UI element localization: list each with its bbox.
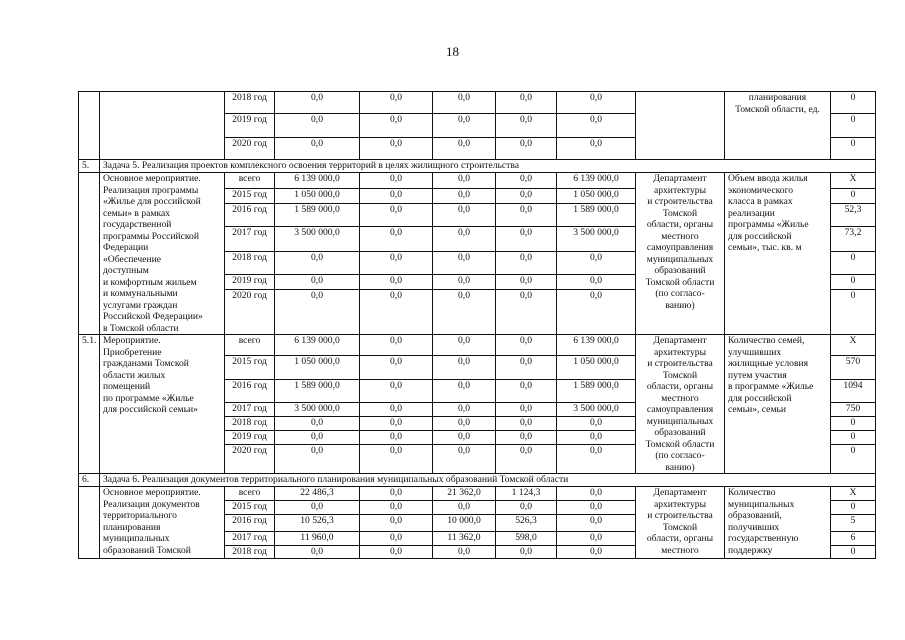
amount-cell: 0,0 — [275, 501, 360, 515]
indicator-text-line: программы «Жилье — [728, 219, 809, 230]
indicator-text-line: Количество семей, — [728, 335, 805, 346]
amount-cell: 0,0 — [275, 546, 360, 559]
measure-text-line: планирования — [103, 521, 161, 533]
amount-cell: 526,3 — [496, 515, 557, 532]
department-text-line: Департамент — [653, 487, 707, 498]
measure-text-line: Реализация программы — [103, 184, 199, 196]
year-cell: 2018 год — [225, 92, 275, 114]
indicator-text-line: Количество — [728, 487, 776, 498]
amount-cell: 0,0 — [496, 138, 557, 160]
amount-cell: 0,0 — [557, 138, 636, 160]
year-cell: 2015 год — [225, 501, 275, 515]
amount-cell: 0,0 — [496, 445, 557, 474]
indicator-value-cell: 0 — [831, 417, 876, 431]
amount-cell: 0,0 — [557, 275, 636, 289]
amount-cell: 0,0 — [496, 546, 557, 559]
indicator-value-cell: 0 — [831, 431, 876, 445]
measure-text-line: области жилых — [103, 369, 166, 381]
year-cell: 2015 год — [225, 356, 275, 380]
amount-cell: 0,0 — [360, 515, 433, 532]
year-cell: всего — [225, 487, 275, 501]
indicator-value-cell: 0 — [831, 138, 876, 160]
amount-cell: 3 500 000,0 — [557, 403, 636, 417]
amount-cell: 0,0 — [496, 275, 557, 289]
measure-text-line: в Томской области — [103, 322, 179, 334]
amount-cell: 0,0 — [433, 251, 496, 275]
department-text-line: архитектуры — [653, 184, 707, 196]
amount-cell: 0,0 — [496, 431, 557, 445]
amount-cell: 0,0 — [360, 487, 433, 501]
year-cell: 2020 год — [225, 289, 275, 334]
year-cell: 2016 год — [225, 203, 275, 227]
measure-text-line: Федерации — [103, 242, 149, 253]
indicator-text-line: экономического — [728, 184, 794, 196]
department-text-line: архитектуры — [653, 498, 707, 510]
amount-cell: 0,0 — [496, 335, 557, 356]
measure-text-line: по программе «Жилье — [103, 392, 194, 404]
department-text-line: муниципальных — [646, 253, 714, 265]
amount-cell: 1 124,3 — [496, 487, 557, 501]
amount-cell: 0,0 — [433, 417, 496, 431]
amount-cell: 11 362,0 — [433, 532, 496, 546]
department-text-line: Томской области — [645, 276, 715, 288]
department-text-line: местного — [661, 544, 699, 556]
program-table — [78, 91, 876, 559]
indicator-text-line: жилищные условия — [728, 358, 809, 369]
amount-cell: 1 050 000,0 — [557, 356, 636, 380]
amount-cell: 0,0 — [433, 138, 496, 160]
indicator-value-cell: 52,3 — [831, 203, 876, 227]
year-cell: 2017 год — [225, 532, 275, 546]
amount-cell: 1 589 000,0 — [557, 203, 636, 227]
amount-cell: 0,0 — [433, 335, 496, 356]
indicator-value-cell: 6 — [831, 532, 876, 546]
amount-cell: 0,0 — [360, 431, 433, 445]
amount-cell: 0,0 — [275, 92, 360, 114]
amount-cell: 21 362,0 — [433, 487, 496, 501]
amount-cell: 0,0 — [433, 431, 496, 445]
amount-cell: 0,0 — [496, 380, 557, 403]
amount-cell: 0,0 — [496, 251, 557, 275]
amount-cell: 0,0 — [557, 251, 636, 275]
task-row — [79, 160, 876, 173]
number-cell — [79, 173, 100, 335]
amount-cell: 0,0 — [496, 189, 557, 203]
amount-cell: 11 960,0 — [275, 532, 360, 546]
department-text-line: самоуправления — [646, 242, 714, 253]
measure-text-line: образований Томской — [103, 544, 191, 556]
amount-cell: 0,0 — [360, 275, 433, 289]
amount-cell: 0,0 — [275, 275, 360, 289]
indicator-text-line: в программе «Жилье — [728, 381, 814, 392]
amount-cell: 0,0 — [275, 289, 360, 334]
table-row — [79, 487, 876, 501]
department-text-line: самоуправления — [646, 404, 714, 415]
amount-cell: 0,0 — [557, 431, 636, 445]
indicator-value-cell: 0 — [831, 275, 876, 289]
name-cell — [100, 92, 225, 160]
year-cell: всего — [225, 173, 275, 189]
measure-text-line: «Обеспечение — [103, 253, 161, 265]
amount-cell: 0,0 — [360, 289, 433, 334]
department-text-line: Томской — [662, 521, 698, 533]
indicator-text-line: Объем ввода жилья — [728, 173, 808, 184]
department-cell — [636, 173, 725, 335]
department-text-line: (по согласо- — [655, 288, 705, 299]
indicator-text-line: для российской — [728, 230, 792, 242]
amount-cell: 1 589 000,0 — [275, 203, 360, 227]
indicator-value-cell: 0 — [831, 501, 876, 515]
amount-cell: 0,0 — [433, 173, 496, 189]
indicator-text-line: для российской — [728, 392, 792, 404]
indicator-text-line: поддержку — [728, 544, 773, 556]
amount-cell: 0,0 — [360, 114, 433, 138]
department-text-line: (по согласо- — [655, 450, 705, 461]
amount-cell: 0,0 — [360, 403, 433, 417]
amount-cell: 0,0 — [557, 445, 636, 474]
measure-text-line: Приобретение — [103, 346, 162, 358]
amount-cell: 0,0 — [275, 114, 360, 138]
amount-cell: 3 500 000,0 — [275, 403, 360, 417]
indicator-value-cell: Х — [831, 335, 876, 356]
task-row — [79, 474, 876, 487]
amount-cell: 0,0 — [496, 92, 557, 114]
amount-cell: 0,0 — [360, 138, 433, 160]
amount-cell: 0,0 — [275, 138, 360, 160]
indicator-value-cell: 5 — [831, 515, 876, 532]
measure-text-line: Мероприятие. — [103, 335, 161, 346]
indicator-value-cell: 0 — [831, 445, 876, 474]
measure-text-line: Российской Федерации» — [103, 311, 203, 322]
year-cell: 2015 год — [225, 189, 275, 203]
year-cell: 2018 год — [225, 417, 275, 431]
department-text-line: местного — [661, 230, 699, 242]
indicator-text-line: получивших — [728, 521, 780, 533]
indicator-value-cell: 0 — [831, 92, 876, 114]
amount-cell: 0,0 — [360, 173, 433, 189]
task-number: 6. — [79, 474, 100, 487]
department-text-line: Департамент — [653, 335, 707, 346]
amount-cell: 0,0 — [496, 114, 557, 138]
task-number: 5. — [79, 160, 100, 173]
department-text-line: и строительства — [647, 510, 713, 521]
amount-cell: 0,0 — [433, 92, 496, 114]
table-row — [79, 92, 876, 114]
amount-cell: 0,0 — [433, 380, 496, 403]
department-text-line: области, органы — [646, 381, 714, 392]
amount-cell: 0,0 — [496, 417, 557, 431]
indicator-value-cell: Х — [831, 173, 876, 189]
amount-cell: 0,0 — [360, 501, 433, 515]
amount-cell: 0,0 — [433, 114, 496, 138]
amount-cell: 0,0 — [433, 227, 496, 252]
indicator-value-cell: 750 — [831, 403, 876, 417]
amount-cell: 0,0 — [557, 487, 636, 501]
department-text-line: Томской области — [645, 438, 715, 450]
measure-name-cell — [100, 335, 225, 474]
year-cell: 2019 год — [225, 275, 275, 289]
amount-cell: 10 000,0 — [433, 515, 496, 532]
measure-text-line: и коммунальными — [103, 288, 178, 299]
table-row — [79, 173, 876, 189]
department-text-line: области, органы — [646, 533, 714, 544]
department-text-line: муниципальных — [646, 415, 714, 427]
department-cell — [636, 92, 725, 160]
year-cell: 2018 год — [225, 546, 275, 559]
indicator-value-cell: 1094 — [831, 380, 876, 403]
amount-cell: 0,0 — [496, 356, 557, 380]
measure-text-line: семьи» в рамках — [103, 207, 171, 219]
amount-cell: 0,0 — [496, 173, 557, 189]
measure-text-line: и комфортным жильем — [103, 276, 197, 288]
amount-cell: 1 050 000,0 — [275, 356, 360, 380]
amount-cell: 0,0 — [496, 227, 557, 252]
measure-name-cell — [100, 487, 225, 559]
indicator-text-line: семьи», семьи — [728, 404, 787, 415]
measure-text-line: Реализация документов — [103, 498, 200, 510]
department-text-line: Томской — [662, 207, 698, 219]
indicator-value-cell: 0 — [831, 189, 876, 203]
amount-cell: 0,0 — [557, 92, 636, 114]
year-cell: 2017 год — [225, 403, 275, 417]
amount-cell: 0,0 — [275, 431, 360, 445]
amount-cell: 0,0 — [496, 501, 557, 515]
amount-cell: 0,0 — [433, 445, 496, 474]
indicator-text-line: улучшивших — [728, 346, 782, 358]
task-title: Задача 5. Реализация проектов комплексного освоения территорий в целях жилищного строительства — [100, 160, 876, 173]
measure-text-line: услугами граждан — [103, 299, 178, 311]
department-text-line: ванию) — [665, 461, 695, 473]
amount-cell: 0,0 — [360, 445, 433, 474]
department-text-line: и строительства — [647, 196, 713, 207]
amount-cell: 6 139 000,0 — [275, 173, 360, 189]
amount-cell: 0,0 — [360, 189, 433, 203]
amount-cell: 1 050 000,0 — [275, 189, 360, 203]
amount-cell: 3 500 000,0 — [557, 227, 636, 252]
amount-cell: 0,0 — [275, 417, 360, 431]
year-cell: 2016 год — [225, 380, 275, 403]
amount-cell: 0,0 — [557, 114, 636, 138]
year-cell: 2019 год — [225, 431, 275, 445]
department-text-line: области, органы — [646, 219, 714, 230]
measure-text-line: «Жилье для российской — [103, 196, 201, 207]
task-title: Задача 6. Реализация документов территориального планирования муниципальных образований Томской области — [100, 474, 876, 487]
amount-cell: 0,0 — [360, 335, 433, 356]
year-cell: всего — [225, 335, 275, 356]
measure-text-line: программы Российской — [103, 230, 199, 242]
number-cell — [79, 487, 100, 559]
amount-cell: 0,0 — [496, 203, 557, 227]
indicator-value-cell: 73,2 — [831, 227, 876, 252]
number-cell — [79, 92, 100, 160]
measure-text-line: территориального — [103, 510, 177, 521]
department-text-line: местного — [661, 392, 699, 404]
amount-cell: 0,0 — [360, 546, 433, 559]
measure-text-line: государственной — [103, 219, 172, 230]
year-cell: 2020 год — [225, 445, 275, 474]
measure-text-line: доступным — [103, 265, 149, 276]
amount-cell: 0,0 — [433, 546, 496, 559]
amount-cell: 6 139 000,0 — [557, 335, 636, 356]
amount-cell: 0,0 — [360, 203, 433, 227]
indicator-cell — [725, 487, 831, 559]
indicator-value-cell: Х — [831, 487, 876, 501]
amount-cell: 1 589 000,0 — [275, 380, 360, 403]
year-cell: 2016 год — [225, 515, 275, 532]
measure-text-line: Основное мероприятие. — [103, 173, 201, 184]
amount-cell: 6 139 000,0 — [275, 335, 360, 356]
amount-cell: 0,0 — [557, 532, 636, 546]
amount-cell: 22 486,3 — [275, 487, 360, 501]
amount-cell: 0,0 — [360, 251, 433, 275]
amount-cell: 3 500 000,0 — [275, 227, 360, 252]
measure-text-line: муниципальных — [103, 533, 170, 544]
indicator-value-cell: 0 — [831, 114, 876, 138]
indicator-text-line: путем участия — [728, 369, 787, 381]
amount-cell: 0,0 — [557, 417, 636, 431]
indicator-text-line: реализации — [728, 207, 775, 219]
department-text-line: архитектуры — [653, 346, 707, 358]
department-text-line: ванию) — [665, 299, 695, 311]
indicator-cell — [725, 173, 831, 335]
department-text-line: образований — [654, 427, 706, 438]
page-number: 18 — [446, 44, 459, 59]
measure-text-line: помещений — [103, 381, 151, 392]
measure-text-line: для российской семьи» — [103, 404, 198, 415]
amount-cell: 0,0 — [496, 289, 557, 334]
indicator-text-line: образований, — [728, 510, 782, 521]
indicator-value-cell: 0 — [831, 289, 876, 334]
indicator-value-cell: 570 — [831, 356, 876, 380]
year-cell: 2019 год — [225, 114, 275, 138]
number-cell: 5.1. — [79, 335, 100, 474]
amount-cell: 598,0 — [496, 532, 557, 546]
table-row — [79, 335, 876, 356]
department-text-line: Департамент — [653, 173, 707, 184]
indicator-text-line: планирования — [748, 92, 807, 103]
amount-cell: 0,0 — [557, 515, 636, 532]
department-cell — [636, 487, 725, 559]
amount-cell: 1 589 000,0 — [557, 380, 636, 403]
amount-cell: 6 139 000,0 — [557, 173, 636, 189]
amount-cell: 0,0 — [557, 289, 636, 334]
amount-cell: 1 050 000,0 — [557, 189, 636, 203]
amount-cell: 0,0 — [433, 203, 496, 227]
indicator-text-line: класса в рамках — [728, 196, 793, 207]
amount-cell: 0,0 — [360, 356, 433, 380]
indicator-text-line: семьи», тыс. кв. м — [728, 242, 802, 253]
indicator-text-line: муниципальных — [728, 498, 795, 510]
amount-cell: 0,0 — [360, 380, 433, 403]
amount-cell: 0,0 — [360, 227, 433, 252]
year-cell: 2018 год — [225, 251, 275, 275]
measure-text-line: гражданами Томской — [103, 358, 189, 369]
indicator-text-line: государственную — [728, 533, 799, 544]
amount-cell: 0,0 — [433, 189, 496, 203]
year-cell: 2020 год — [225, 138, 275, 160]
amount-cell: 0,0 — [433, 289, 496, 334]
amount-cell: 0,0 — [557, 501, 636, 515]
amount-cell: 0,0 — [433, 501, 496, 515]
amount-cell: 0,0 — [557, 546, 636, 559]
amount-cell: 0,0 — [275, 445, 360, 474]
measure-text-line: Основное мероприятие. — [103, 487, 201, 498]
amount-cell: 0,0 — [433, 356, 496, 380]
indicator-value-cell: 0 — [831, 251, 876, 275]
table-body — [79, 92, 876, 559]
indicator-value-cell: 0 — [831, 546, 876, 559]
amount-cell: 0,0 — [360, 92, 433, 114]
measure-name-cell — [100, 173, 225, 335]
indicator-cell — [725, 335, 831, 474]
amount-cell: 0,0 — [360, 532, 433, 546]
amount-cell: 10 526,3 — [275, 515, 360, 532]
indicator-cell — [725, 92, 831, 160]
amount-cell: 0,0 — [275, 251, 360, 275]
amount-cell: 0,0 — [433, 275, 496, 289]
department-text-line: Томской — [662, 369, 698, 381]
department-cell — [636, 335, 725, 474]
amount-cell: 0,0 — [496, 403, 557, 417]
indicator-text-line: Томской области, ед. — [735, 103, 820, 115]
amount-cell: 0,0 — [360, 417, 433, 431]
department-text-line: образований — [654, 265, 706, 276]
amount-cell: 0,0 — [433, 403, 496, 417]
year-cell: 2017 год — [225, 227, 275, 252]
department-text-line: и строительства — [647, 358, 713, 369]
